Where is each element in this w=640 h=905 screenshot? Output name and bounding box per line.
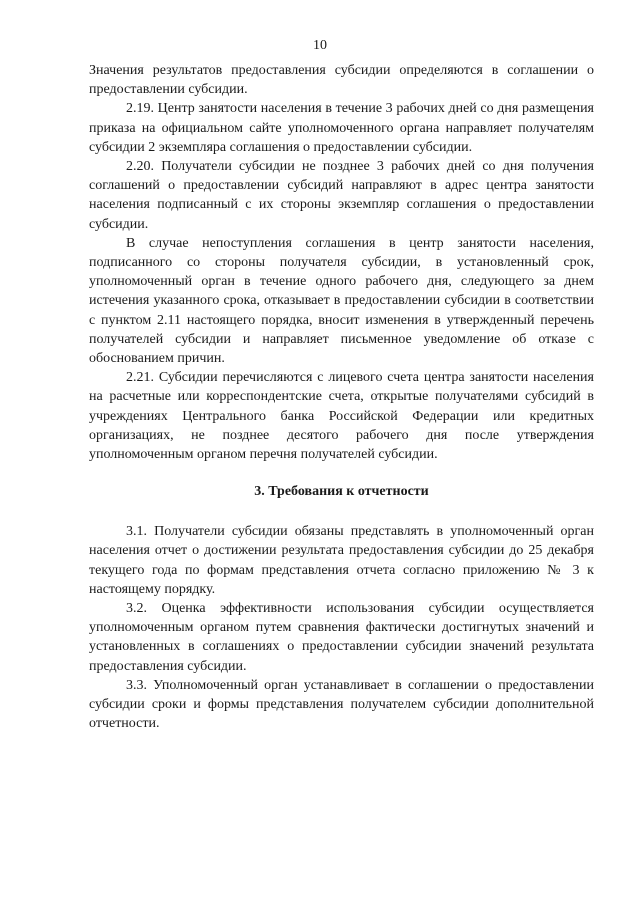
paragraph-results-values: Значения результатов предоставления субсидии определяются в соглашении о предоставлении субсидии. (89, 63, 594, 98)
paragraph-3-2: 3.2. Оценка эффективности использования субсидии осуществляется уполномоченным органом путем сравнения фактически достигнутых значений и установленных в соглашениях о предоставлении субсидии значений результата предоставления субсидии. (89, 601, 594, 674)
document-body (89, 61, 594, 734)
paragraph-non-receipt: В случае непоступления соглашения в центр занятости населения, подписанного со стороны получателя субсидии, в установленный срок, уполномоченный орган в течение одного рабочего дня, следующего за днем истечения указанного срока, отказывает в предоставлении субсидии в соответствии с пунктом 2.11 настоящего порядка, вносит изменения в утвержденный перечень получателей субсидии и направляет письменное уведомление об отказе с обоснованием причин. (89, 235, 594, 367)
paragraph-3-3: 3.3. Уполномоченный орган устанавливает в соглашении о предоставлении субсидии сроки и формы представления получателем субсидии дополнительной отчетности. (89, 677, 594, 732)
paragraph-3-1: 3.1. Получатели субсидии обязаны представлять в уполномоченный орган населения отчет о достижении результата предоставления субсидии до 25 декабря текущего года по формам представления отчета согласно приложению № 3 к настоящему порядку. (89, 524, 594, 597)
paragraph-2-21: 2.21. Субсидии перечисляются с лицевого счета центра занятости населения на расчетные или корреспондентские счета, открытые получателями субсидий в учреждениях Центрального банка Российской Федерации или кредитных организациях, не позднее десятого рабочего дня после утверждения уполномоченным органом перечня получателей субсидии. (89, 370, 594, 463)
paragraph-2-20: 2.20. Получатели субсидии не позднее 3 рабочих дней со дня получения соглашений о предоставлении субсидий направляют в адрес центра занятости населения подписанный с их стороны экземпляр соглашения о предоставлении субсидии. (89, 159, 594, 232)
section-heading-reporting: 3. Требования к отчетности (254, 484, 429, 500)
page-number: 10 (313, 38, 327, 53)
paragraph-2-19: 2.19. Центр занятости населения в течение 3 рабочих дней со дня размещения приказа на официальном сайте уполномоченного органа направляет получателям субсидии 2 экземпляра соглашения о предоставлении субсидии. (89, 101, 594, 155)
